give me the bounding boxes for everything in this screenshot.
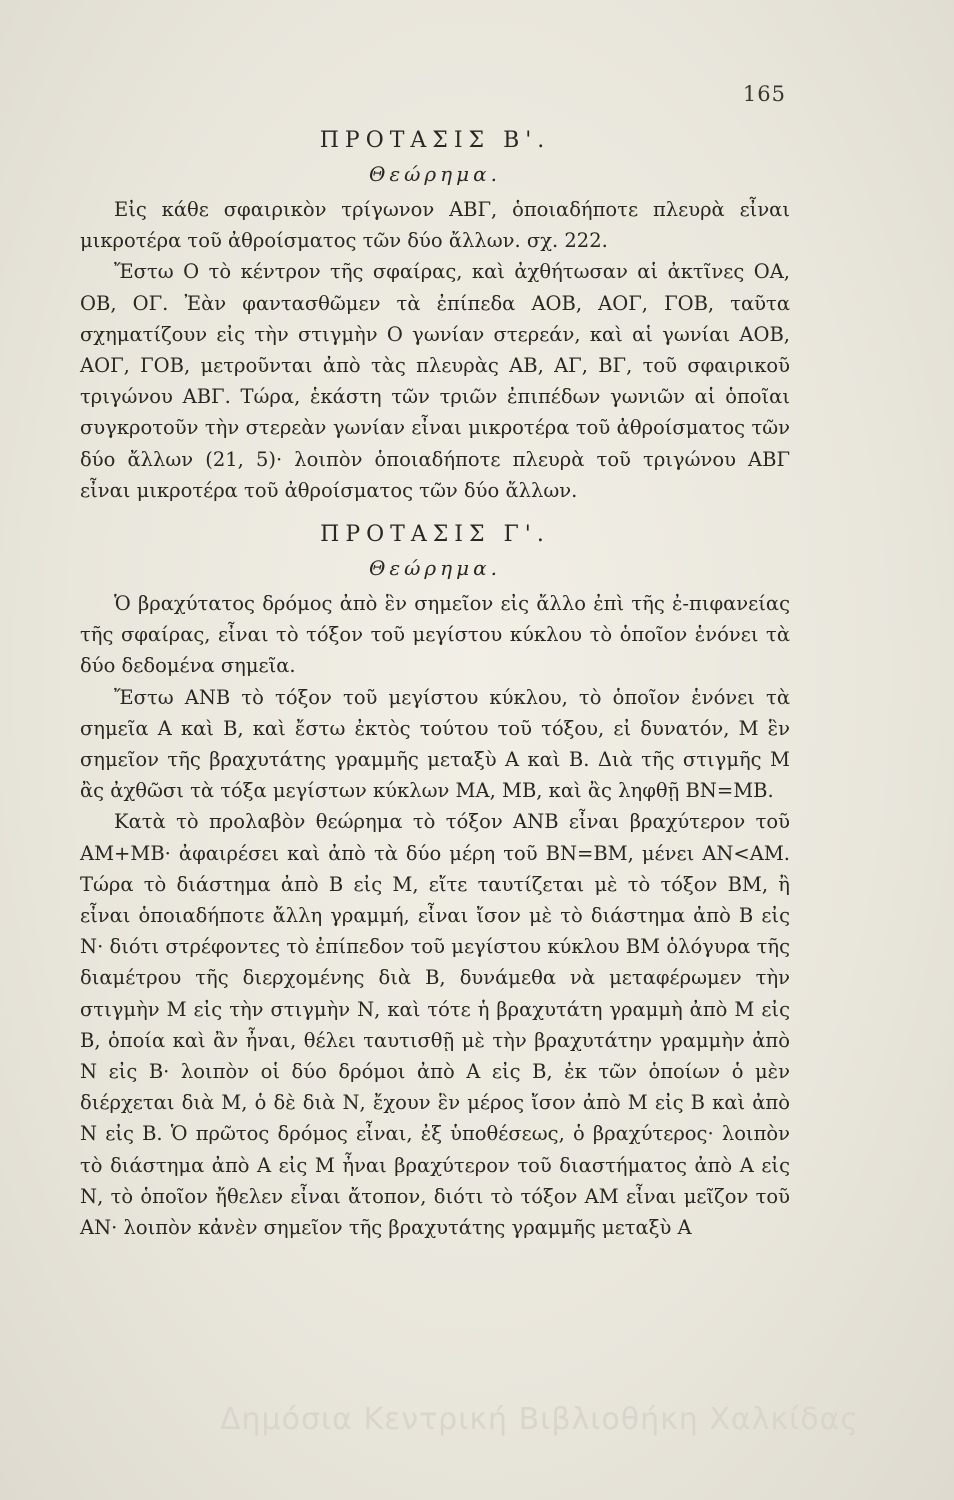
paragraph: Κατὰ τὸ προλαβὸν θεώρημα τὸ τόξον ΑΝΒ εἶναι βραχύτερον τοῦ ΑΜ+ΜΒ· ἀφαιρέσει καὶ ἀπὸ τὰ δύο μέρη τοῦ ΒΝ=ΒΜ, μένει ΑΝ<ΑΜ. Τώρα τὸ διάστημα ἀπὸ Β εἰς Μ, εἴτε ταυτίζεται μὲ τὸ τόξον ΒΜ, ἢ εἶναι ὁποιαδήποτε ἄλλη γραμμή, εἶναι ἴσον μὲ τὸ διάστημα ἀπὸ Β εἰς Ν· διότι στρέφοντες τὸ ἐπίπεδον τοῦ μεγίστου κύκλου ΒΜ ὁλόγυρα τῆς διαμέτρου τῆς διερχομένης διὰ Β, δυνάμεθα νὰ μεταφέρωμεν τὴν στιγμὴν Μ εἰς τὴν στιγμὴν Ν, καὶ τότε ἡ βραχυτάτη γραμμὴ ἀπὸ Μ εἰς Β, ὁποία καὶ ἂν ἦναι, θέλει ταυτισθῇ μὲ τὴν βραχυτάτην γραμμὴν ἀπὸ Ν εἰς Β· λοιπὸν οἱ δύο δρόμοι ἀπὸ Α εἰς Β, ἐκ τῶν ὁποίων ὁ μὲν διέρχεται διὰ Μ, ὁ δὲ διὰ Ν, ἔχουν ἓν μέρος ἴσον ἀπὸ Μ εἰς Β καὶ ἀπὸ Ν εἰς Β. Ὁ πρῶτος δρόμος εἶναι, ἐξ ὑποθέσεως, ὁ βραχύτερος· λοιπὸν τὸ διάστημα ἀπὸ Α εἰς Μ ἦναι βραχύτερον τοῦ διαστήματος ἀπὸ Α εἰς Ν, τὸ ὁποῖον ἤθελεν εἶναι ἄτοπον, διότι τὸ τόξον ΑΜ εἶναι μεῖζον τοῦ ΑΝ· λοιπὸν κἀνὲν σημεῖον τῆς βραχυτάτης γραμμῆς μεταξὺ Α [80,810,790,1240]
section-subheading: Θεώρημα. [368,556,502,581]
section-proposition-g [80,518,790,1243]
paragraph: Ὁ βραχύτατος δρόμος ἀπὸ ἓν σημεῖον εἰς ἄλλο ἐπὶ τῆς ἐ-πιφανείας τῆς σφαίρας, εἶναι τὸ τόξον τοῦ μεγίστου κύκλου τὸ ὁποῖον ἑνόνει τὰ δύο δεδομένα σημεῖα. [80,592,790,678]
section-proposition-b [80,124,790,506]
page-content [80,124,790,1243]
paragraph: Εἰς κάθε σφαιρικὸν τρίγωνον ΑΒΓ, ὁποιαδήποτε πλευρὰ εἶναι μικροτέρα τοῦ ἀθροίσματος τῶν δύο ἄλλων. σχ. 222. [80,198,790,253]
paragraph: Ἔστω ΑΝΒ τὸ τόξον τοῦ μεγίστου κύκλου, τὸ ὁποῖον ἑνόνει τὰ σημεῖα Α καὶ Β, καὶ ἔστω ἐκτὸς τούτου τοῦ τόξου, εἰ δυνατόν, Μ ἓν σημεῖον τῆς βραχυτάτης γραμμῆς μεταξὺ Α καὶ Β. Διὰ τῆς στιγμῆς Μ ἂς ἀχθῶσι τὰ τόξα μεγίστων κύκλων ΜΑ, ΜΒ, καὶ ἂς ληφθῇ ΒΝ=ΜΒ. [80,685,790,803]
section-heading: ΠΡΟΤΑΣΙΣ Γ'. [320,522,550,548]
page-number: 165 [742,82,786,106]
paragraph: Ἔστω Ο τὸ κέντρον τῆς σφαίρας, καὶ ἀχθήτωσαν αἱ ἀκτῖνες ΟΑ, ΟΒ, ΟΓ. Ἐὰν φαντασθῶμεν τὰ ἐπίπεδα ΑΟΒ, ΑΟΓ, ΓΟΒ, ταῦτα σχηματίζουν εἰς τὴν στιγμὴν Ο γωνίαν στερεάν, καὶ αἱ γωνίαι ΑΟΒ, ΑΟΓ, ΓΟΒ, μετροῦνται ἀπὸ τὰς πλευρὰς ΑΒ, ΑΓ, ΒΓ, τοῦ σφαιρικοῦ τριγώνου ΑΒΓ. Τώρα, ἑκάστη τῶν τριῶν ἐπιπέδων γωνιῶν αἱ ὁποῖαι συγκροτοῦν τὴν στερεὰν γωνίαν εἶναι μικροτέρα τοῦ ἀθροίσματος τῶν δύο ἄλλων (21, 5)· λοιπὸν ὁποιαδήποτε πλευρὰ τοῦ τριγώνου ΑΒΓ εἶναι μικροτέρα τοῦ ἀθροίσματος τῶν δύο ἄλλων. [80,260,790,502]
section-subheading: Θεώρημα. [368,162,502,186]
section-heading: ΠΡΟΤΑΣΙΣ Β'. [319,128,551,153]
library-watermark: Δημόσια Κεντρική Βιβλιοθήκη Χαλκίδας [220,1402,859,1437]
